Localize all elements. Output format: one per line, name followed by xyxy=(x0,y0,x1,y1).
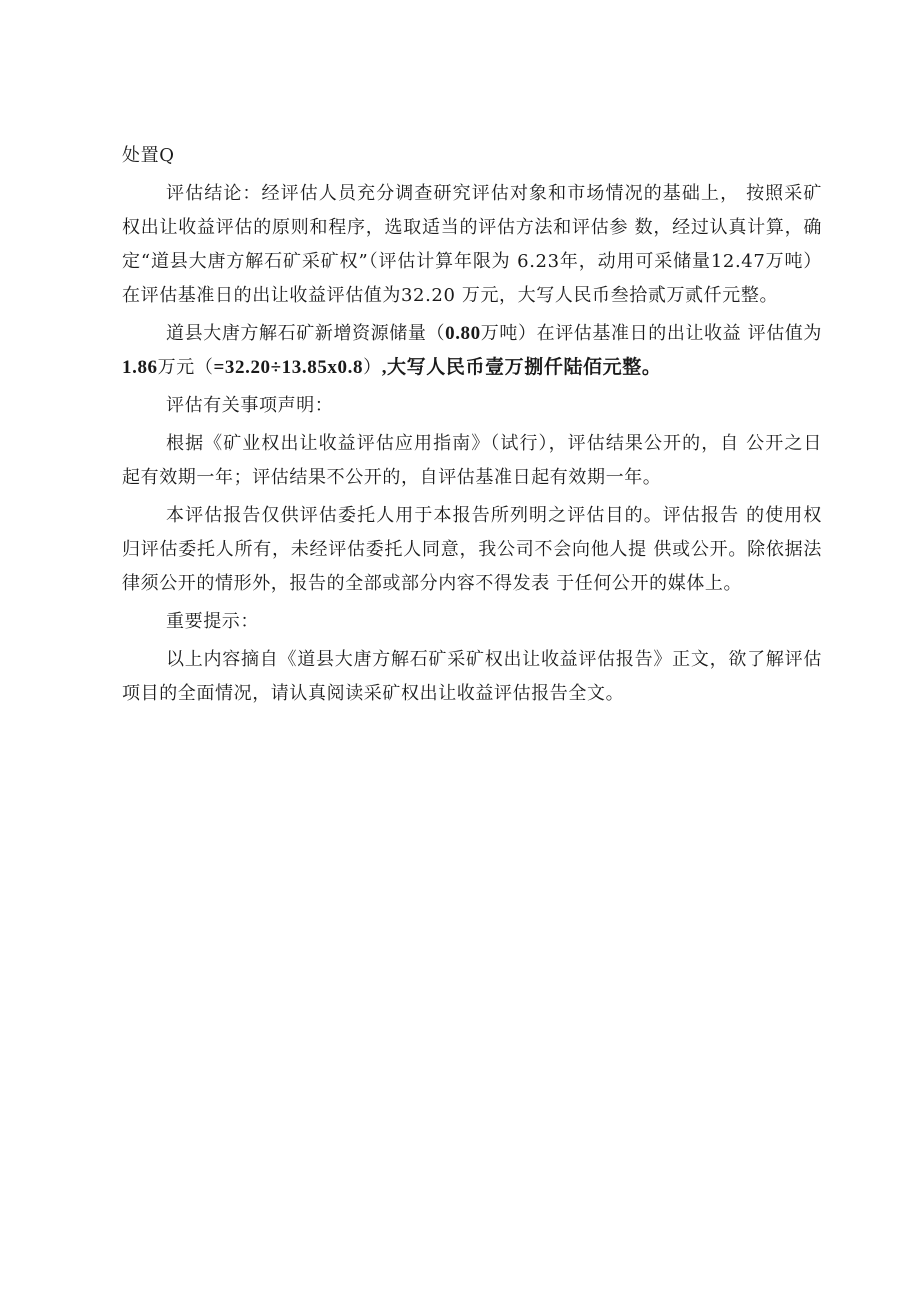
new-reserve-formula: =32.20÷13.85x0.8 xyxy=(213,357,364,378)
new-reserve-value: 1.86 xyxy=(122,357,158,378)
validity-paragraph: 根据《矿业权出让收益评估应用指南》（试行），评估结果公开的，自 公开之日起有效期一年；评估结果不公开的，自评估基准日起有效期一年。 xyxy=(122,433,822,488)
text-fragment: 处置Q xyxy=(122,145,175,166)
new-reserve-text-2: 万吨）在评估基准日的出让收益 评估值为 xyxy=(480,323,823,344)
notice-heading: 评估有关事项声明： xyxy=(166,395,334,416)
new-reserve-text-1: 道县大唐方解石矿新增资源储量（ xyxy=(166,323,446,344)
tip-heading: 重要提示： xyxy=(166,611,259,632)
usage-paragraph: 本评估报告仅供评估委托人用于本报告所列明之评估目的。评估报告 的使用权归评估委托人所有，未经评估委托人同意，我公司不会向他人提 供或公开。除依据法律须公开的情形外，报告的全部或部分内容不得发表 于任何公开的媒体上。 xyxy=(122,505,822,594)
new-reserve-text-3: 万元（ xyxy=(157,357,214,378)
conclusion-paragraph: 评估结论：经评估人员充分调查研究评估对象和市场情况的基础上， 按照采矿权出让收益评估的原则和程序，选取适当的评估方法和评估参 数，经过认真计算，确定“道县大唐方解石矿采矿权”（评估计算年限为 6.23年，动用可采储量12.47万吨）在评估基准日的出让收益评估值为32.20 万元，大写人民币叁拾贰万贰仟元整。 xyxy=(122,183,822,306)
document-body xyxy=(122,139,822,711)
new-reserve-text-4: ） xyxy=(363,357,382,378)
new-reserve-text-5: ,大写人民币壹万捌仟陆佰元整。 xyxy=(381,357,662,378)
tip-paragraph: 以上内容摘自《道县大唐方解石矿采矿权出让收益评估报告》正文，欲了解评估项目的全面情况，请认真阅读采矿权出让收益评估报告全文。 xyxy=(122,649,822,704)
new-reserve-quantity: 0.80 xyxy=(445,323,481,344)
new-reserve-paragraph xyxy=(122,317,822,385)
